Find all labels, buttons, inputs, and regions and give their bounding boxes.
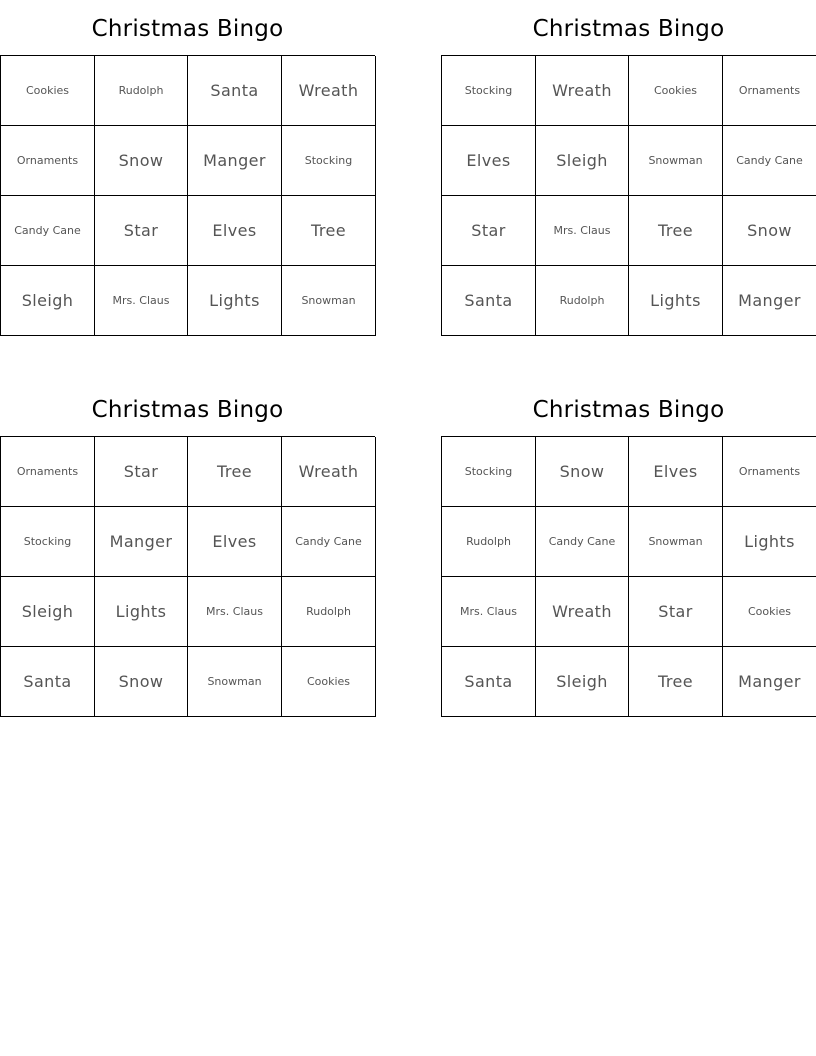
bingo-cell: Wreath [536,56,629,126]
bingo-cell: Stocking [442,56,536,126]
bingo-cell: Rudolph [282,577,376,647]
bingo-cell: Tree [188,437,282,507]
bingo-cell: Lights [629,266,723,336]
bingo-cell: Lights [723,507,816,577]
bingo-cell: Mrs. Claus [95,266,188,336]
bingo-cell: Wreath [282,56,376,126]
bingo-cell: Santa [442,647,536,717]
bingo-cell: Stocking [282,126,376,196]
bingo-grid [0,436,375,717]
bingo-cell: Rudolph [95,56,188,126]
bingo-cell: Manger [95,507,188,577]
bingo-cell: Star [95,437,188,507]
bingo-cell: Lights [188,266,282,336]
bingo-cell: Rudolph [442,507,536,577]
bingo-cell: Ornaments [1,437,95,507]
bingo-cell: Rudolph [536,266,629,336]
bingo-cell: Manger [723,266,816,336]
bingo-cell: Cookies [1,56,95,126]
bingo-cell: Snowman [629,126,723,196]
bingo-cell: Sleigh [1,266,95,336]
bingo-cell: Candy Cane [282,507,376,577]
bingo-cell: Snow [95,647,188,717]
bingo-cell: Elves [442,126,536,196]
bingo-cell: Cookies [723,577,816,647]
bingo-cell: Stocking [442,437,536,507]
bingo-cell: Ornaments [723,437,816,507]
card-title: Christmas Bingo [91,397,284,423]
bingo-cell: Snow [536,437,629,507]
bingo-cell: Stocking [1,507,95,577]
bingo-card-3 [0,381,375,717]
bingo-cell: Sleigh [536,126,629,196]
bingo-cell: Snowman [629,507,723,577]
bingo-cell: Tree [629,196,723,266]
bingo-card-4 [441,381,816,717]
bingo-cell: Wreath [536,577,629,647]
bingo-cell: Star [442,196,536,266]
bingo-grid [441,55,816,336]
bingo-grid [441,436,816,717]
bingo-cell: Candy Cane [1,196,95,266]
bingo-cell: Wreath [282,437,376,507]
bingo-cell: Snow [95,126,188,196]
bingo-cell: Ornaments [723,56,816,126]
bingo-cell: Ornaments [1,126,95,196]
bingo-cell: Elves [188,507,282,577]
bingo-cell: Snowman [188,647,282,717]
bingo-cell: Sleigh [1,577,95,647]
bingo-cell: Cookies [629,56,723,126]
bingo-cell: Mrs. Claus [188,577,282,647]
bingo-card-1 [0,0,375,336]
bingo-cell: Candy Cane [536,507,629,577]
bingo-cell: Tree [282,196,376,266]
bingo-cell: Cookies [282,647,376,717]
bingo-grid [0,55,375,336]
bingo-cell: Elves [188,196,282,266]
bingo-card-2 [441,0,816,336]
bingo-cell: Elves [629,437,723,507]
bingo-cell: Santa [188,56,282,126]
bingo-cell: Mrs. Claus [536,196,629,266]
bingo-cell: Manger [188,126,282,196]
bingo-cell: Snow [723,196,816,266]
bingo-cell: Star [95,196,188,266]
bingo-cell: Sleigh [536,647,629,717]
bingo-cell: Manger [723,647,816,717]
card-title: Christmas Bingo [91,16,284,42]
bingo-cell: Santa [442,266,536,336]
bingo-cell: Star [629,577,723,647]
bingo-cell: Santa [1,647,95,717]
bingo-cell: Mrs. Claus [442,577,536,647]
bingo-cell: Lights [95,577,188,647]
bingo-cell: Candy Cane [723,126,816,196]
card-title: Christmas Bingo [532,16,725,42]
card-title: Christmas Bingo [532,397,725,423]
bingo-cell: Tree [629,647,723,717]
bingo-cell: Snowman [282,266,376,336]
